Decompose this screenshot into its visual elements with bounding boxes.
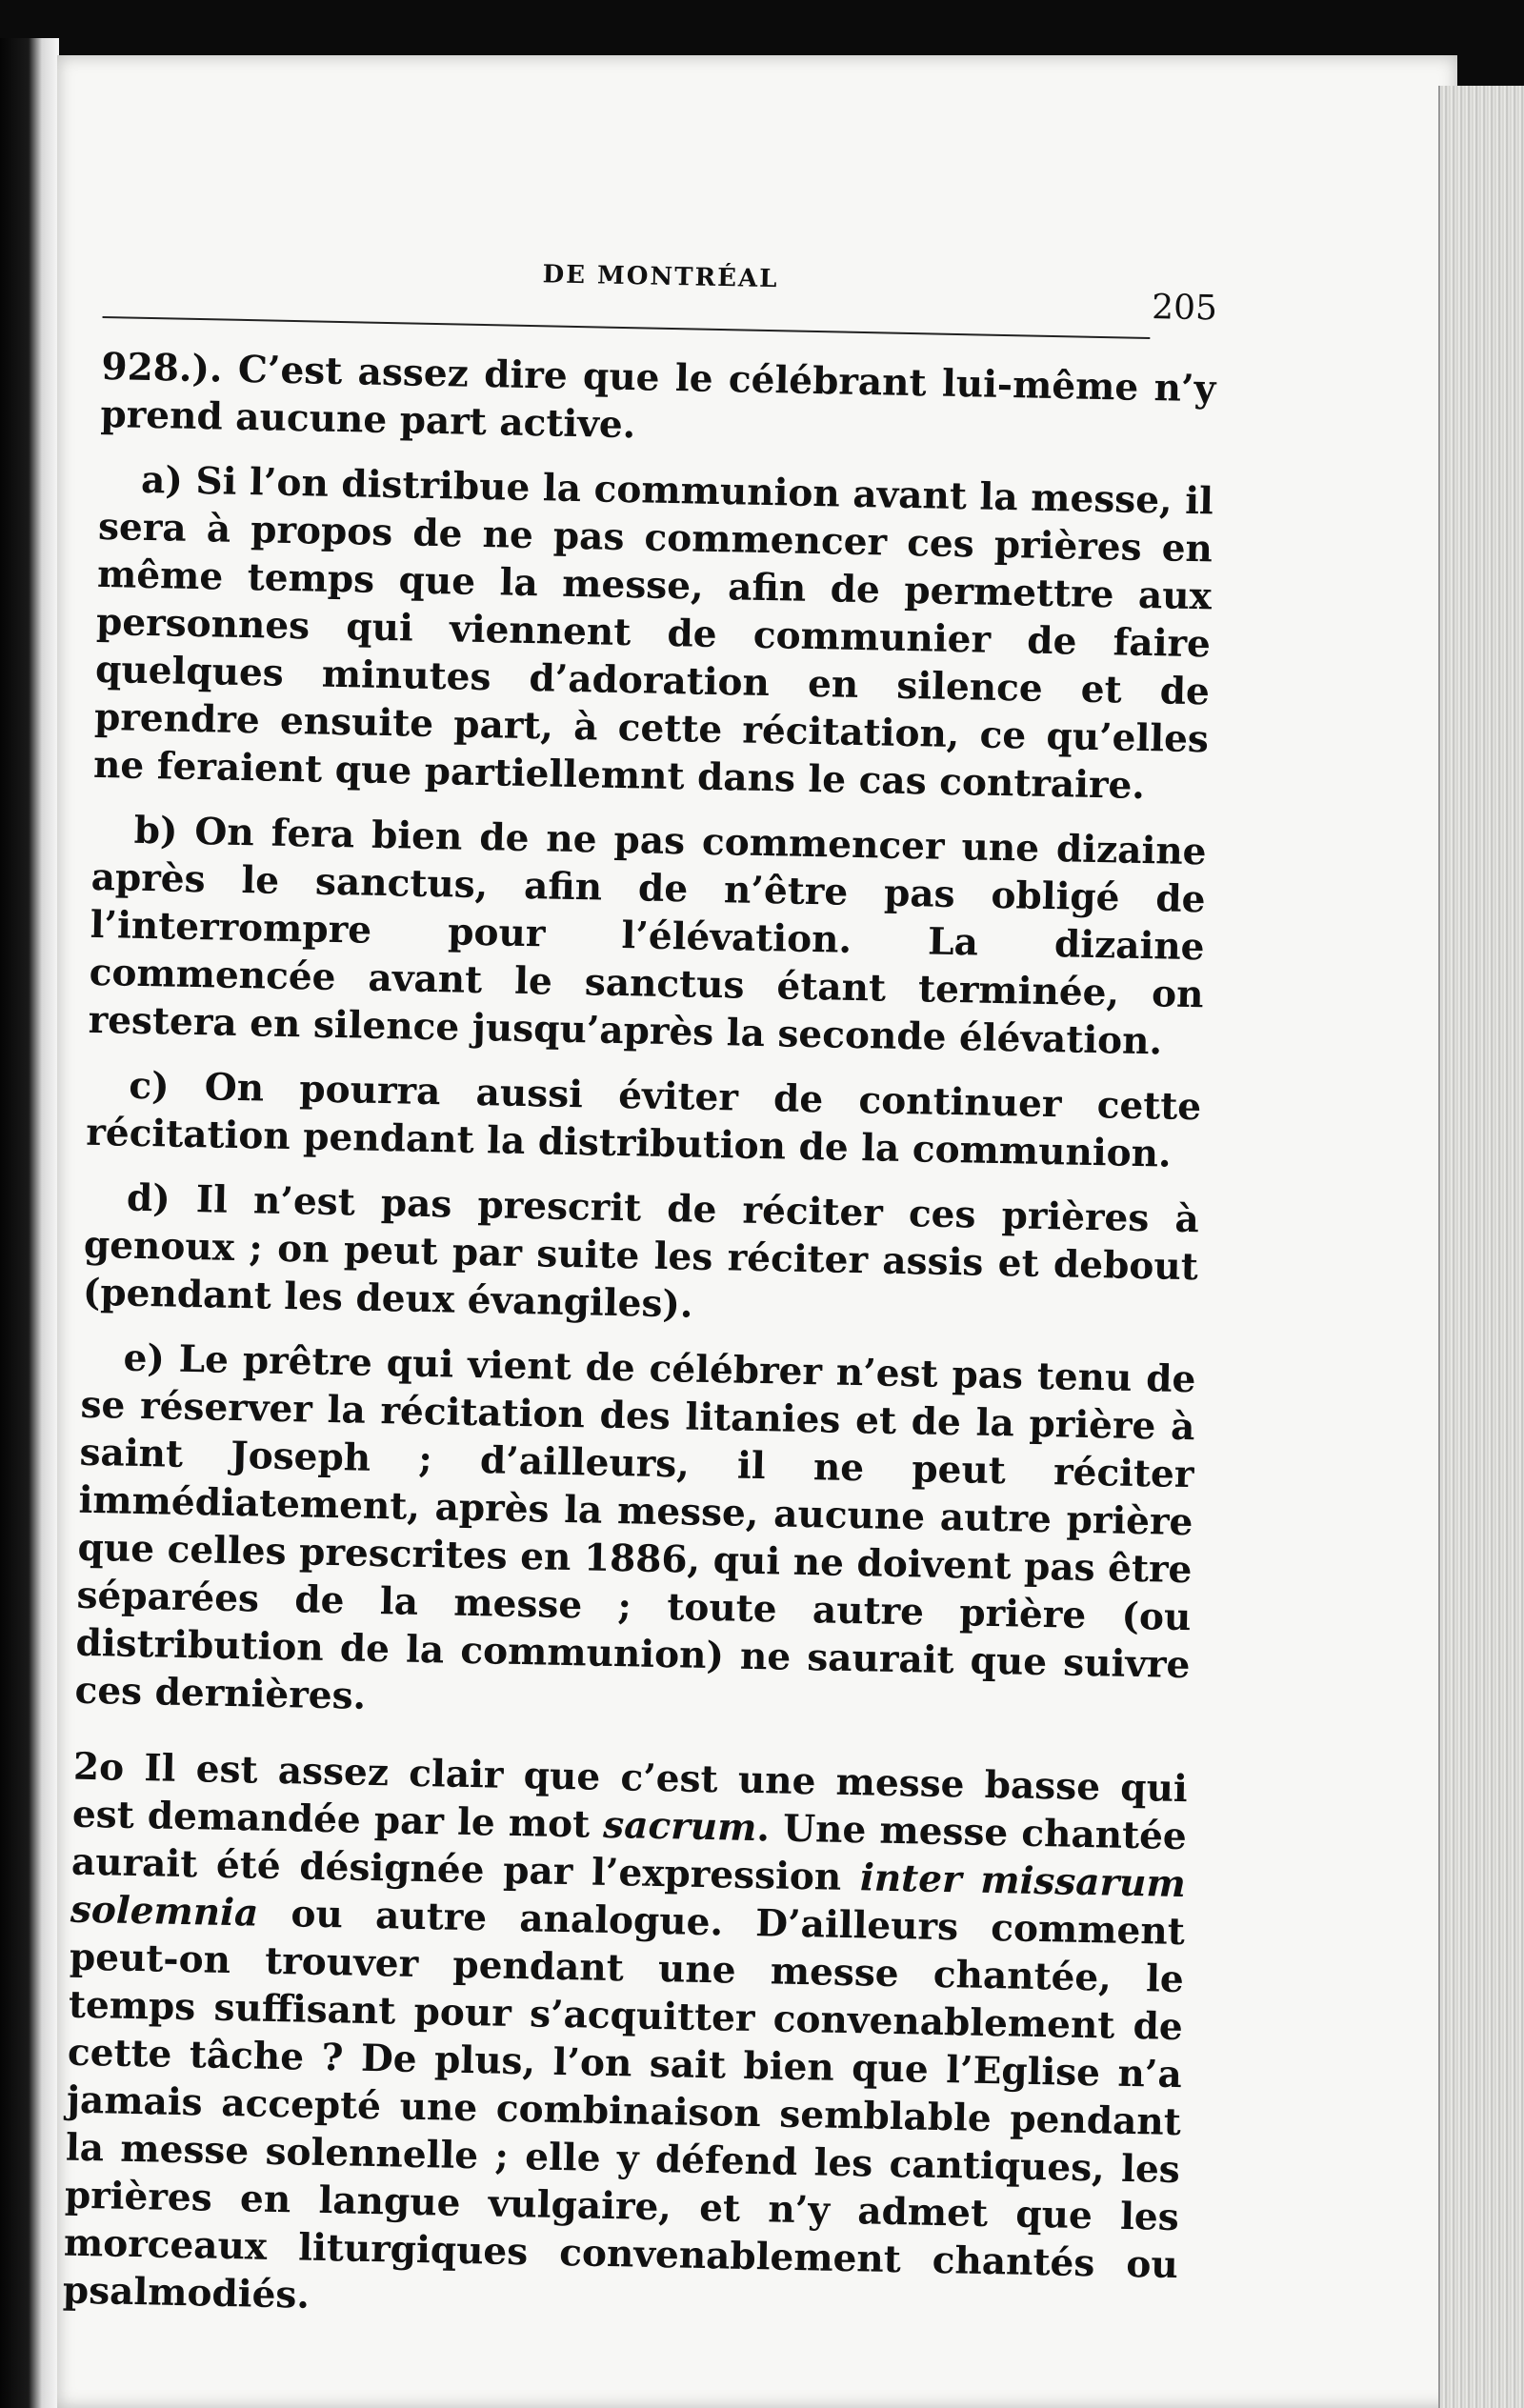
running-title: DE MONTRÉAL <box>542 260 779 294</box>
body-text <box>62 343 1215 2337</box>
book-binding-edge <box>0 38 59 2408</box>
paragraph-e: e) Le prêtre qui vient de célébrer n’est pas tenu de se réserver la récitation des litanies et de la prière à saint Joseph ; d’ailleurs, il ne peut réciter immédiatement, après la messe, aucune autre prière que celles prescrites en 1886, qui ne doivent pas être séparées de la messe ; toute autre prière (ou distribution de la communion) ne saurait que suivre ces dernières. <box>74 1335 1196 1718</box>
paragraph-a: a) Si l’on distribue la communion avant la messe, il sera à propos de ne pas commencer ces prières en même temps que la messe, afin de permettre aux personnes qui viennent de communier de faire quelques minutes d’adoration en silence et de prendre ensuite part, à cette récitation, ce qu’elles ne feraient que partiellemnt dans le cas contraire. <box>92 457 1214 809</box>
page-number: 205 <box>1151 288 1218 329</box>
header-rule <box>103 316 1151 339</box>
italic-sacrum: sacrum <box>602 1802 757 1851</box>
section2-text-1: 2o Il est assez clair que c’est une messe basse qui est demandée par le mot <box>71 1744 1189 1847</box>
paragraph-continuation: 928.). C’est assez dire que le célébrant lui-même n’y prend aucune part active. <box>100 344 1216 448</box>
paragraph-d: d) Il n’est pas prescrit de réciter ces prières à genoux ; on peut par suite les réciter assis et debout (pendant les deux évangiles). <box>82 1175 1200 1327</box>
page-content <box>62 200 1219 2354</box>
paragraph-2o <box>62 1743 1188 2337</box>
italic-inter-missarum: inter missarum solemnia <box>70 1856 1187 1936</box>
paragraph-c: c) On pourra aussi éviter de continuer cette récitation pendant la distribution de la communion. <box>85 1063 1202 1176</box>
section2-text-3: ou autre analogue. D’ailleurs comment peut-on trouver pendant une messe chantée, le temps suffisant pour s’acquitter convenablement de cette tâche ? De plus, l’on sait bien que l’Eglise n’a jamais accepté une combinaison semblable pendant la messe solennelle ; elle y défend les cantiques, les prières en langue vulgaire, et n’y admet que les morceaux liturgiques convenablement chantés ou psalmodiés. <box>62 1891 1186 2318</box>
page-edges <box>1438 86 1524 2408</box>
section2-text-2: . Une messe chantée aurait été désignée par l’expression <box>70 1806 1188 1900</box>
paragraph-b: b) On fera bien de ne pas commencer une dizaine après le sanctus, afin de n’être pas obligé de l’interrompre pour l’élévation. La dizaine commencée avant le sanctus étant terminée, on restera en silence jusqu’après la seconde élévation. <box>88 808 1207 1064</box>
